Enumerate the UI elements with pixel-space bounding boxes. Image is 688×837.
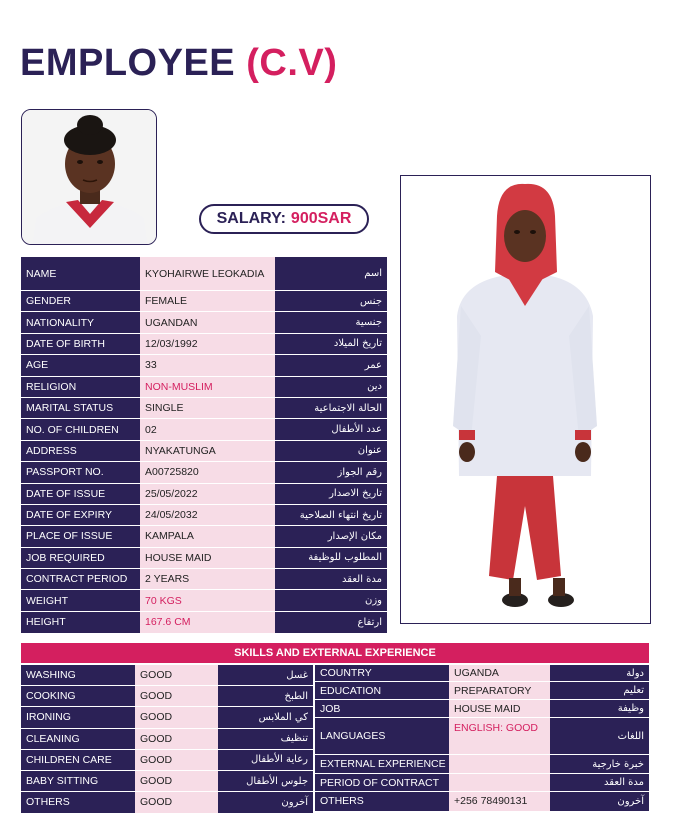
experience-arabic-label: خبرة خارجية (550, 755, 649, 774)
row-value: SINGLE (140, 397, 275, 418)
row-arabic-label: عنوان (275, 440, 387, 461)
row-value: 167.6 CM (140, 611, 275, 632)
skill-label: COOKING (21, 686, 135, 707)
row-arabic-label: تاريخ الميلاد (275, 333, 387, 354)
row-label: NATIONALITY (21, 312, 140, 333)
row-label: PASSPORT NO. (21, 462, 140, 483)
table-row (21, 440, 387, 461)
row-label: PLACE OF ISSUE (21, 526, 140, 547)
skill-label: WASHING (21, 665, 135, 686)
experience-arabic-label: مدة العقد (550, 774, 649, 792)
row-label: DATE OF BIRTH (21, 333, 140, 354)
skill-value: GOOD (135, 686, 218, 707)
experience-value: ENGLISH: GOOD (449, 718, 550, 755)
skills-table (21, 664, 313, 813)
experience-label: COUNTRY (315, 665, 449, 682)
table-row (21, 526, 387, 547)
row-arabic-label: مدة العقد (275, 569, 387, 590)
skill-label: BABY SITTING (21, 770, 135, 791)
experience-arabic-label: آخرون (550, 792, 649, 811)
row-label: WEIGHT (21, 590, 140, 611)
row-label: JOB REQUIRED (21, 547, 140, 568)
row-value: 2 YEARS (140, 569, 275, 590)
experience-value: PREPARATORY (449, 682, 550, 700)
table-row (21, 483, 387, 504)
row-label: DATE OF EXPIRY (21, 504, 140, 525)
table-row (21, 686, 313, 707)
row-label: NO. OF CHILDREN (21, 419, 140, 440)
row-value: FEMALE (140, 291, 275, 312)
salary-badge (199, 204, 369, 234)
skill-value: GOOD (135, 665, 218, 686)
table-row (21, 569, 387, 590)
row-label: ADDRESS (21, 440, 140, 461)
row-arabic-label: الحالة الاجتماعية (275, 397, 387, 418)
page-title (20, 44, 337, 82)
experience-value: +256 78490131 (449, 792, 550, 811)
experience-value (449, 774, 550, 792)
row-label: AGE (21, 355, 140, 376)
table-row (21, 291, 387, 312)
row-arabic-label: عدد الأطفال (275, 419, 387, 440)
personal-info-table (21, 256, 387, 633)
table-row (21, 462, 387, 483)
table-row (21, 665, 313, 686)
experience-label: EDUCATION (315, 682, 449, 700)
table-row (315, 682, 649, 700)
skill-value: GOOD (135, 792, 218, 813)
skill-label: CLEANING (21, 728, 135, 749)
skill-label: CHILDREN CARE (21, 749, 135, 770)
experience-arabic-label: اللغات (550, 718, 649, 755)
headshot-photo (21, 109, 157, 245)
row-value: KAMPALA (140, 526, 275, 547)
row-arabic-label: مكان الإصدار (275, 526, 387, 547)
skill-value: GOOD (135, 728, 218, 749)
row-value: 02 (140, 419, 275, 440)
experience-label: JOB (315, 700, 449, 718)
table-row (315, 755, 649, 774)
experience-arabic-label: دولة (550, 665, 649, 682)
skill-value: GOOD (135, 707, 218, 728)
row-value: 25/05/2022 (140, 483, 275, 504)
skill-arabic-label: تنظيف (218, 728, 313, 749)
table-row (21, 792, 313, 813)
skills-section-title: SKILLS AND EXTERNAL EXPERIENCE (21, 643, 649, 663)
row-label: GENDER (21, 291, 140, 312)
row-value: KYOHAIRWE LEOKADIA (140, 257, 275, 291)
table-row (21, 397, 387, 418)
table-row (21, 257, 387, 291)
table-row (21, 611, 387, 632)
row-value: 12/03/1992 (140, 333, 275, 354)
experience-label: OTHERS (315, 792, 449, 811)
table-row (21, 749, 313, 770)
table-row (21, 376, 387, 397)
skill-arabic-label: الطبخ (218, 686, 313, 707)
experience-value: HOUSE MAID (449, 700, 550, 718)
row-arabic-label: تاريخ الاصدار (275, 483, 387, 504)
row-arabic-label: رقم الجواز (275, 462, 387, 483)
table-row (21, 355, 387, 376)
row-arabic-label: دين (275, 376, 387, 397)
table-row (315, 792, 649, 811)
row-arabic-label: ارتفاع (275, 611, 387, 632)
table-row (21, 504, 387, 525)
row-arabic-label: المطلوب للوظيفة (275, 547, 387, 568)
table-row (21, 312, 387, 333)
row-value: NYAKATUNGA (140, 440, 275, 461)
title-accent: (C.V) (246, 42, 338, 84)
table-row (315, 774, 649, 792)
skill-arabic-label: جلوس الأطفال (218, 770, 313, 791)
row-arabic-label: جنس (275, 291, 387, 312)
experience-arabic-label: وظيفة (550, 700, 649, 718)
row-arabic-label: عمر (275, 355, 387, 376)
row-value: 70 KGS (140, 590, 275, 611)
experience-label: LANGUAGES (315, 718, 449, 755)
row-label: DATE OF ISSUE (21, 483, 140, 504)
skill-arabic-label: آخرون (218, 792, 313, 813)
skill-value: GOOD (135, 770, 218, 791)
table-row (315, 665, 649, 682)
table-row (21, 728, 313, 749)
row-label: CONTRACT PERIOD (21, 569, 140, 590)
row-value: A00725820 (140, 462, 275, 483)
row-label: MARITAL STATUS (21, 397, 140, 418)
skill-arabic-label: كي الملابس (218, 707, 313, 728)
row-value: UGANDAN (140, 312, 275, 333)
experience-table (315, 664, 649, 811)
experience-arabic-label: تعليم (550, 682, 649, 700)
table-row (21, 590, 387, 611)
table-row (21, 707, 313, 728)
salary-value: 900SAR (290, 210, 352, 227)
row-value: HOUSE MAID (140, 547, 275, 568)
row-label: HEIGHT (21, 611, 140, 632)
experience-label: PERIOD OF CONTRACT (315, 774, 449, 792)
row-value: 24/05/2032 (140, 504, 275, 525)
experience-value: UGANDA (449, 665, 550, 682)
full-body-photo (400, 175, 651, 624)
skill-arabic-label: غسل (218, 665, 313, 686)
experience-value (449, 755, 550, 774)
table-row (21, 333, 387, 354)
table-row (315, 700, 649, 718)
row-label: RELIGION (21, 376, 140, 397)
skill-value: GOOD (135, 749, 218, 770)
row-value: NON-MUSLIM (140, 376, 275, 397)
salary-label: SALARY: (216, 210, 286, 227)
row-arabic-label: اسم (275, 257, 387, 291)
title-main: EMPLOYEE (20, 42, 236, 84)
skill-label: OTHERS (21, 792, 135, 813)
row-arabic-label: وزن (275, 590, 387, 611)
experience-label: EXTERNAL EXPERIENCE (315, 755, 449, 774)
row-arabic-label: جنسية (275, 312, 387, 333)
table-row (21, 547, 387, 568)
table-row (21, 419, 387, 440)
row-arabic-label: تاريخ انتهاء الصلاحية (275, 504, 387, 525)
row-label: NAME (21, 257, 140, 291)
table-row (315, 718, 649, 755)
row-value: 33 (140, 355, 275, 376)
skill-arabic-label: رعاية الأطفال (218, 749, 313, 770)
skill-label: IRONING (21, 707, 135, 728)
table-row (21, 770, 313, 791)
